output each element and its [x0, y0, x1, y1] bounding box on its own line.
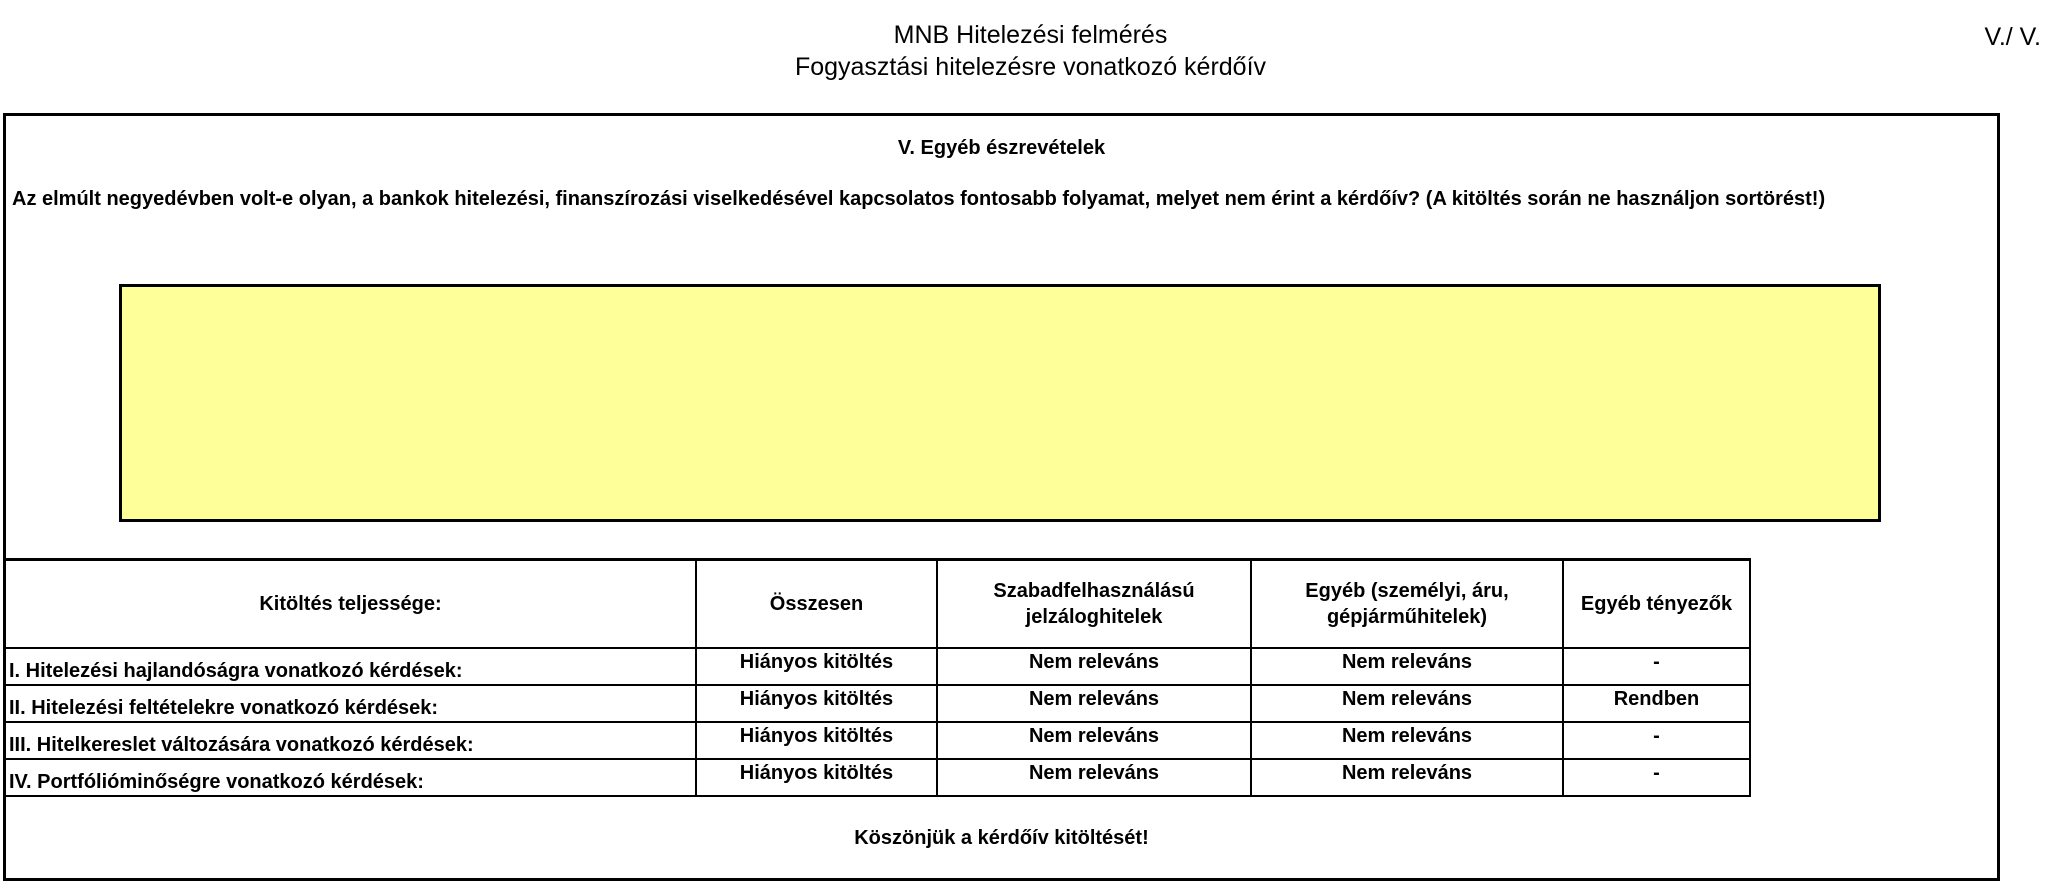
status-cell: Nem releváns	[937, 759, 1251, 796]
header-free-use-mortgage: Szabadfelhasználású jelzáloghitelek	[937, 560, 1251, 648]
table-row	[6, 722, 1750, 759]
row-label: III. Hitelkereslet változására vonatkozó kérdések:	[6, 722, 696, 759]
status-cell: Hiányos kitöltés	[696, 759, 937, 796]
status-cell: -	[1563, 722, 1750, 759]
questionnaire-subtitle: Fogyasztási hitelezésre vonatkozó kérdőív	[794, 53, 1267, 81]
thank-you-note: Köszönjük a kérdőív kitöltését!	[854, 827, 1149, 849]
status-cell: Nem releváns	[1251, 759, 1563, 796]
row-label: IV. Portfólióminőségre vonatkozó kérdések:	[6, 759, 696, 796]
header-other-factors: Egyéb tényezők	[1563, 560, 1750, 648]
table-row	[6, 685, 1750, 722]
section-title: V. Egyéb észrevételek	[897, 137, 1106, 159]
status-cell: Nem releváns	[937, 722, 1251, 759]
survey-title: MNB Hitelezési felmérés	[893, 21, 1168, 49]
status-cell: Rendben	[1563, 685, 1750, 722]
row-label: I. Hitelezési hajlandóságra vonatkozó kérdések:	[6, 648, 696, 685]
section-frame	[3, 113, 2000, 881]
question-text: Az elmúlt negyedévben volt-e olyan, a bankok hitelezési, finanszírozási viselkedésével kapcsolatos fontosabb folyamat, melyet nem érint a kérdőív? (A kitöltés során ne használjon sortörést!)	[12, 188, 1826, 210]
header-completeness: Kitöltés teljessége:	[6, 560, 696, 648]
comment-input-box[interactable]	[119, 284, 1881, 522]
status-cell: Nem releváns	[1251, 685, 1563, 722]
status-cell: Nem releváns	[937, 648, 1251, 685]
table-header-row	[6, 560, 1750, 648]
status-cell: Hiányos kitöltés	[696, 685, 937, 722]
completeness-table	[6, 558, 1751, 797]
table-row	[6, 759, 1750, 796]
status-cell: Nem releváns	[1251, 722, 1563, 759]
status-cell: Nem releváns	[1251, 648, 1563, 685]
status-cell: -	[1563, 759, 1750, 796]
status-cell: Hiányos kitöltés	[696, 648, 937, 685]
table-row	[6, 648, 1750, 685]
page-reference: V./ V.	[1984, 23, 2041, 51]
header-total: Összesen	[696, 560, 937, 648]
row-label: II. Hitelezési feltételekre vonatkozó kérdések:	[6, 685, 696, 722]
status-cell: Nem releváns	[937, 685, 1251, 722]
header-other-loans: Egyéb (személyi, áru, gépjárműhitelek)	[1251, 560, 1563, 648]
status-cell: Hiányos kitöltés	[696, 722, 937, 759]
status-cell: -	[1563, 648, 1750, 685]
